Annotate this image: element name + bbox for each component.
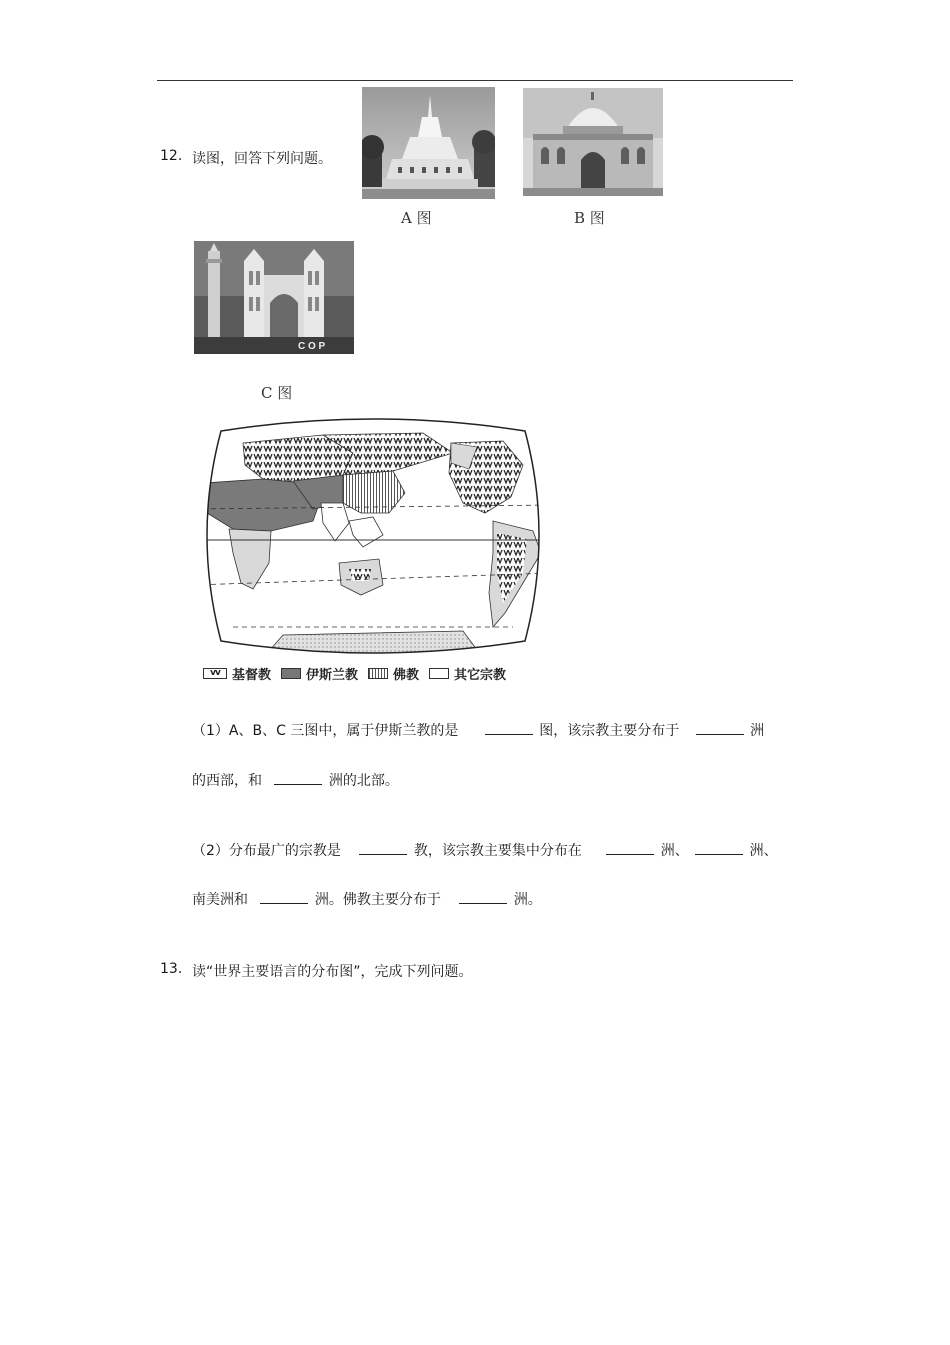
empty-swatch-icon [429,668,449,679]
sub-question-1-line-2 [192,770,399,790]
answer-blank[interactable] [606,842,654,855]
sub1-part1: （1）A、B、C 三图中，属于伊斯兰教的是 [192,723,459,739]
vertical-stripes-icon [368,668,388,679]
caption-a: A 图 [401,209,432,227]
sub2-part2: 教，该宗教主要集中分布在 [413,843,582,859]
legend-christianity [203,664,271,683]
legend-islam-label: 伊斯兰教 [306,667,359,683]
legend-christianity-label: 基督教 [232,667,272,683]
sub2-line2-part2: 洲。佛教主要分布于 [314,892,441,908]
question-13-prompt: 读“世界主要语言的分布图”，完成下列问题。 [192,964,473,980]
answer-blank[interactable] [459,891,507,904]
answer-blank[interactable] [696,722,744,735]
photo-c-church [194,241,354,354]
sub1-part3: 洲 [750,723,765,739]
photo-a-pagoda [362,87,495,199]
sub-question-2-line-2 [192,889,542,909]
question-13-number: 13. [160,961,183,977]
world-religion-map [193,413,553,658]
photo-b-mosque [523,88,663,196]
caption-b: B 图 [574,209,605,227]
sub2-part3: 洲、 [660,843,689,859]
photo-c-sign: C O P [298,341,326,352]
sub2-line2-part3: 洲。 [513,892,542,908]
sub1-line2-part2: 洲的北部。 [328,773,399,789]
dark-fill-icon [281,668,301,679]
question-12-number: 12. [160,148,183,164]
answer-blank[interactable] [260,891,308,904]
legend-other-label: 其它宗教 [454,667,507,683]
answer-blank[interactable] [485,722,533,735]
legend-buddhism [368,664,419,683]
sub2-part1: （2）分布最广的宗教是 [192,843,341,859]
vv-pattern-icon: vv [203,668,227,679]
map-legend [203,664,516,682]
sub1-line2-part1: 的西部，和 [192,773,262,789]
sub-question-2-line-1 [192,840,778,860]
answer-blank[interactable] [274,772,322,785]
legend-buddhism-label: 佛教 [393,667,420,683]
sub1-part2: 图，该宗教主要分布于 [539,723,680,739]
sub-question-1-line-1 [192,720,764,740]
legend-islam [281,664,358,683]
sub2-line2-part1: 南美洲和 [192,892,248,908]
question-12-prompt: 读图，回答下列问题。 [192,151,332,167]
answer-blank[interactable] [359,842,407,855]
legend-other [429,664,506,683]
caption-c: C 图 [261,384,293,402]
top-rule [157,80,793,81]
answer-blank[interactable] [695,842,743,855]
sub2-part4: 洲、 [749,843,778,859]
